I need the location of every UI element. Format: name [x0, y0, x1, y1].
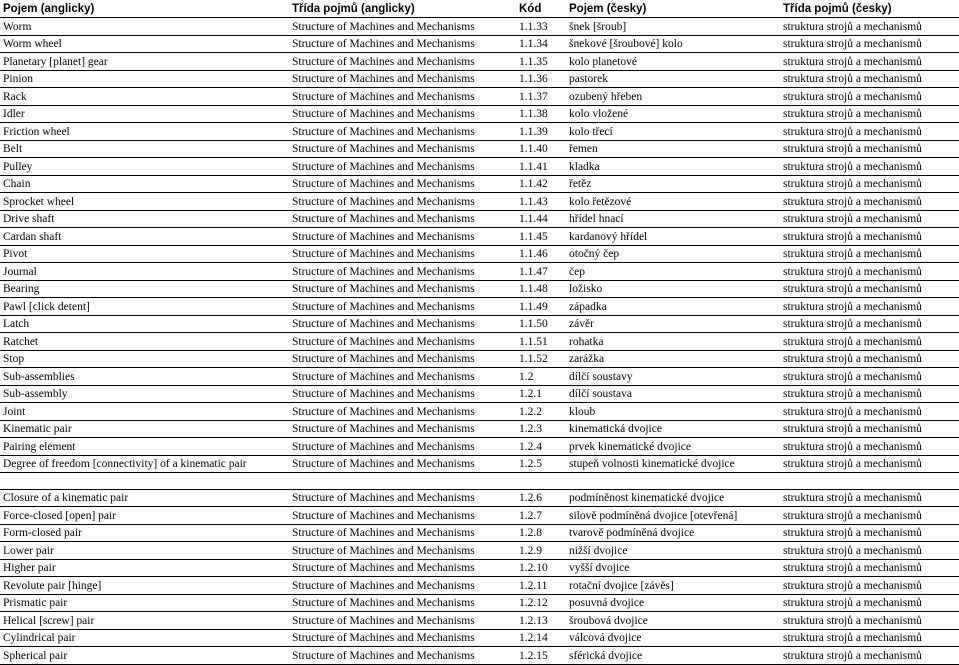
- code-cell: 1.2.7: [516, 507, 566, 525]
- class-en-cell: Structure of Machines and Mechanisms: [289, 210, 516, 228]
- table-row: [0, 70, 959, 88]
- code-cell: 1.2.2: [516, 403, 566, 421]
- table-row: [0, 140, 959, 158]
- table-row: [0, 315, 959, 333]
- class-cz-cell: struktura strojů a mechanismů: [780, 105, 959, 123]
- term-cz-cell: šnekové [šroubové] kolo: [566, 35, 780, 53]
- term-en-cell: Drive shaft: [0, 210, 289, 228]
- class-en-cell: Structure of Machines and Mechanisms: [289, 35, 516, 53]
- class-en-cell: Structure of Machines and Mechanisms: [289, 612, 516, 630]
- class-en-cell: Structure of Machines and Mechanisms: [289, 333, 516, 351]
- term-en-cell: Belt: [0, 140, 289, 158]
- term-en-cell: Joint: [0, 403, 289, 421]
- code-cell: 1.2: [516, 368, 566, 386]
- class-en-cell: Structure of Machines and Mechanisms: [289, 280, 516, 298]
- class-en-cell: Structure of Machines and Mechanisms: [289, 629, 516, 647]
- term-en-cell: Cardan shaft: [0, 228, 289, 246]
- table-row: [0, 350, 959, 368]
- table-row: [0, 333, 959, 351]
- code-cell: 1.1.46: [516, 245, 566, 263]
- class-cz-cell: struktura strojů a mechanismů: [780, 385, 959, 403]
- term-en-cell: Worm: [0, 18, 289, 36]
- class-cz-cell: struktura strojů a mechanismů: [780, 18, 959, 36]
- table-row: [0, 88, 959, 106]
- class-en-cell: Structure of Machines and Mechanisms: [289, 18, 516, 36]
- code-cell: 1.2.8: [516, 524, 566, 542]
- term-en-cell: Sub-assembly: [0, 385, 289, 403]
- term-cz-cell: prvek kinematické dvojice: [566, 438, 780, 456]
- code-cell: 1.1.48: [516, 280, 566, 298]
- term-en-cell: Bearing: [0, 280, 289, 298]
- table-row: [0, 438, 959, 456]
- class-en-cell: Structure of Machines and Mechanisms: [289, 228, 516, 246]
- code-cell: 1.1.49: [516, 298, 566, 316]
- class-en-cell: Structure of Machines and Mechanisms: [289, 507, 516, 525]
- table-row: [0, 53, 959, 71]
- table-row: [0, 647, 959, 665]
- table-row: [0, 420, 959, 438]
- class-cz-cell: struktura strojů a mechanismů: [780, 193, 959, 211]
- term-cz-cell: silově podmíněná dvojice [otevřená]: [566, 507, 780, 525]
- term-cz-cell: kardanový hřídel: [566, 228, 780, 246]
- code-cell: 1.1.41: [516, 158, 566, 176]
- code-cell: 1.1.44: [516, 210, 566, 228]
- term-en-cell: Form-closed pair: [0, 524, 289, 542]
- term-en-cell: Pawl [click detent]: [0, 298, 289, 316]
- header-code: Kód: [516, 0, 566, 18]
- class-en-cell: Structure of Machines and Mechanisms: [289, 455, 516, 473]
- class-cz-cell: struktura strojů a mechanismů: [780, 647, 959, 665]
- table-row: [0, 35, 959, 53]
- term-en-cell: Prismatic pair: [0, 594, 289, 612]
- header-class-en: Třída pojmů (anglicky): [289, 0, 516, 18]
- table-row: [0, 18, 959, 36]
- header-class-cz: Třída pojmů (česky): [780, 0, 959, 18]
- table-row: [0, 298, 959, 316]
- code-cell: 1.1.38: [516, 105, 566, 123]
- class-cz-cell: struktura strojů a mechanismů: [780, 245, 959, 263]
- term-en-cell: Worm wheel: [0, 35, 289, 53]
- code-cell: 1.1.45: [516, 228, 566, 246]
- class-en-cell: Structure of Machines and Mechanisms: [289, 594, 516, 612]
- term-cz-cell: kolo vložené: [566, 105, 780, 123]
- code-cell: 1.1.51: [516, 333, 566, 351]
- table-row: [0, 175, 959, 193]
- table-row: [0, 559, 959, 577]
- class-cz-cell: struktura strojů a mechanismů: [780, 438, 959, 456]
- term-en-cell: Journal: [0, 263, 289, 281]
- class-cz-cell: struktura strojů a mechanismů: [780, 350, 959, 368]
- class-en-cell: Structure of Machines and Mechanisms: [289, 105, 516, 123]
- code-cell: 1.1.52: [516, 350, 566, 368]
- code-cell: 1.1.36: [516, 70, 566, 88]
- table-row: [0, 210, 959, 228]
- table-body: [0, 18, 959, 665]
- table-row: [0, 245, 959, 263]
- term-cz-cell: ložisko: [566, 280, 780, 298]
- term-en-cell: Closure of a kinematic pair: [0, 489, 289, 507]
- term-cz-cell: kolo řetězové: [566, 193, 780, 211]
- code-cell: 1.2.3: [516, 420, 566, 438]
- table-row: [0, 524, 959, 542]
- table-row: [0, 473, 959, 490]
- term-en-cell: Kinematic pair: [0, 420, 289, 438]
- term-en-cell: Force-closed [open] pair: [0, 507, 289, 525]
- term-cz-cell: čep: [566, 263, 780, 281]
- code-cell: 1.2.10: [516, 559, 566, 577]
- class-en-cell: Structure of Machines and Mechanisms: [289, 559, 516, 577]
- table-row: [0, 228, 959, 246]
- term-cz-cell: rohatka: [566, 333, 780, 351]
- class-cz-cell: struktura strojů a mechanismů: [780, 123, 959, 141]
- term-en-cell: [0, 473, 289, 490]
- term-cz-cell: kolo planetové: [566, 53, 780, 71]
- class-cz-cell: struktura strojů a mechanismů: [780, 210, 959, 228]
- term-cz-cell: tvarově podmíněná dvojice: [566, 524, 780, 542]
- code-cell: 1.2.1: [516, 385, 566, 403]
- table-row: [0, 105, 959, 123]
- class-cz-cell: struktura strojů a mechanismů: [780, 489, 959, 507]
- table-row: [0, 280, 959, 298]
- term-en-cell: Cylindrical pair: [0, 629, 289, 647]
- code-cell: 1.2.13: [516, 612, 566, 630]
- class-cz-cell: struktura strojů a mechanismů: [780, 158, 959, 176]
- class-en-cell: Structure of Machines and Mechanisms: [289, 350, 516, 368]
- class-cz-cell: struktura strojů a mechanismů: [780, 559, 959, 577]
- term-cz-cell: otočný čep: [566, 245, 780, 263]
- term-cz-cell: nižší dvojice: [566, 542, 780, 560]
- term-en-cell: Revolute pair [hinge]: [0, 577, 289, 595]
- code-cell: 1.2.6: [516, 489, 566, 507]
- class-cz-cell: struktura strojů a mechanismů: [780, 507, 959, 525]
- term-cz-cell: pastorek: [566, 70, 780, 88]
- class-en-cell: Structure of Machines and Mechanisms: [289, 53, 516, 71]
- table-row: [0, 507, 959, 525]
- class-cz-cell: struktura strojů a mechanismů: [780, 542, 959, 560]
- class-en-cell: Structure of Machines and Mechanisms: [289, 368, 516, 386]
- table-row: [0, 629, 959, 647]
- term-cz-cell: šnek [šroub]: [566, 18, 780, 36]
- class-cz-cell: struktura strojů a mechanismů: [780, 228, 959, 246]
- code-cell: 1.1.40: [516, 140, 566, 158]
- term-en-cell: Sprocket wheel: [0, 193, 289, 211]
- term-cz-cell: dílčí soustava: [566, 385, 780, 403]
- table-row: [0, 123, 959, 141]
- term-cz-cell: závěr: [566, 315, 780, 333]
- term-cz-cell: šroubová dvojice: [566, 612, 780, 630]
- code-cell: 1.1.35: [516, 53, 566, 71]
- table-header-row: [0, 0, 959, 18]
- code-cell: 1.1.43: [516, 193, 566, 211]
- class-en-cell: Structure of Machines and Mechanisms: [289, 193, 516, 211]
- class-cz-cell: struktura strojů a mechanismů: [780, 403, 959, 421]
- term-cz-cell: řemen: [566, 140, 780, 158]
- term-cz-cell: kloub: [566, 403, 780, 421]
- class-cz-cell: struktura strojů a mechanismů: [780, 140, 959, 158]
- term-cz-cell: kladka: [566, 158, 780, 176]
- table-row: [0, 612, 959, 630]
- term-cz-cell: kolo třecí: [566, 123, 780, 141]
- class-en-cell: Structure of Machines and Mechanisms: [289, 70, 516, 88]
- class-cz-cell: struktura strojů a mechanismů: [780, 629, 959, 647]
- class-en-cell: Structure of Machines and Mechanisms: [289, 489, 516, 507]
- table-row: [0, 263, 959, 281]
- term-cz-cell: [566, 473, 780, 490]
- class-en-cell: Structure of Machines and Mechanisms: [289, 158, 516, 176]
- code-cell: 1.1.37: [516, 88, 566, 106]
- term-cz-cell: vyšší dvojice: [566, 559, 780, 577]
- term-en-cell: Pivot: [0, 245, 289, 263]
- class-en-cell: Structure of Machines and Mechanisms: [289, 524, 516, 542]
- term-en-cell: Degree of freedom [connectivity] of a kinematic pair: [0, 455, 289, 473]
- code-cell: 1.2.9: [516, 542, 566, 560]
- term-en-cell: Spherical pair: [0, 647, 289, 665]
- term-cz-cell: dílčí soustavy: [566, 368, 780, 386]
- code-cell: 1.1.34: [516, 35, 566, 53]
- term-cz-cell: západka: [566, 298, 780, 316]
- table-row: [0, 403, 959, 421]
- class-cz-cell: struktura strojů a mechanismů: [780, 280, 959, 298]
- term-cz-cell: řetěz: [566, 175, 780, 193]
- term-en-cell: Ratchet: [0, 333, 289, 351]
- term-cz-cell: zarážka: [566, 350, 780, 368]
- class-cz-cell: struktura strojů a mechanismů: [780, 420, 959, 438]
- code-cell: 1.1.33: [516, 18, 566, 36]
- term-cz-cell: posuvná dvojice: [566, 594, 780, 612]
- code-cell: [516, 473, 566, 490]
- term-en-cell: Latch: [0, 315, 289, 333]
- table-row: [0, 368, 959, 386]
- term-en-cell: Stop: [0, 350, 289, 368]
- code-cell: 1.2.4: [516, 438, 566, 456]
- code-cell: 1.2.11: [516, 577, 566, 595]
- term-en-cell: Friction wheel: [0, 123, 289, 141]
- class-cz-cell: struktura strojů a mechanismů: [780, 175, 959, 193]
- table-row: [0, 577, 959, 595]
- term-cz-cell: hřídel hnací: [566, 210, 780, 228]
- class-en-cell: Structure of Machines and Mechanisms: [289, 123, 516, 141]
- term-cz-cell: stupeň volnosti kinematické dvojice: [566, 455, 780, 473]
- class-en-cell: Structure of Machines and Mechanisms: [289, 403, 516, 421]
- class-en-cell: Structure of Machines and Mechanisms: [289, 385, 516, 403]
- class-en-cell: Structure of Machines and Mechanisms: [289, 175, 516, 193]
- code-cell: 1.1.39: [516, 123, 566, 141]
- class-en-cell: Structure of Machines and Mechanisms: [289, 577, 516, 595]
- class-en-cell: Structure of Machines and Mechanisms: [289, 315, 516, 333]
- class-cz-cell: struktura strojů a mechanismů: [780, 455, 959, 473]
- term-en-cell: Rack: [0, 88, 289, 106]
- table-row: [0, 455, 959, 473]
- class-en-cell: Structure of Machines and Mechanisms: [289, 438, 516, 456]
- class-en-cell: Structure of Machines and Mechanisms: [289, 647, 516, 665]
- class-en-cell: Structure of Machines and Mechanisms: [289, 140, 516, 158]
- table-row: [0, 158, 959, 176]
- class-en-cell: Structure of Machines and Mechanisms: [289, 420, 516, 438]
- class-en-cell: Structure of Machines and Mechanisms: [289, 263, 516, 281]
- term-en-cell: Planetary [planet] gear: [0, 53, 289, 71]
- term-en-cell: Idler: [0, 105, 289, 123]
- table-row: [0, 385, 959, 403]
- class-cz-cell: struktura strojů a mechanismů: [780, 368, 959, 386]
- table-row: [0, 594, 959, 612]
- class-cz-cell: struktura strojů a mechanismů: [780, 35, 959, 53]
- term-cz-cell: válcová dvojice: [566, 629, 780, 647]
- class-en-cell: Structure of Machines and Mechanisms: [289, 245, 516, 263]
- term-cz-cell: rotační dvojice [závěs]: [566, 577, 780, 595]
- header-term-en: Pojem (anglicky): [0, 0, 289, 18]
- code-cell: 1.1.42: [516, 175, 566, 193]
- code-cell: 1.2.15: [516, 647, 566, 665]
- term-en-cell: Lower pair: [0, 542, 289, 560]
- class-cz-cell: struktura strojů a mechanismů: [780, 594, 959, 612]
- class-cz-cell: struktura strojů a mechanismů: [780, 612, 959, 630]
- table-row: [0, 542, 959, 560]
- class-cz-cell: struktura strojů a mechanismů: [780, 263, 959, 281]
- code-cell: 1.1.50: [516, 315, 566, 333]
- class-en-cell: Structure of Machines and Mechanisms: [289, 88, 516, 106]
- term-cz-cell: podmíněnost kinematické dvojice: [566, 489, 780, 507]
- class-cz-cell: struktura strojů a mechanismů: [780, 298, 959, 316]
- code-cell: 1.2.5: [516, 455, 566, 473]
- table-row: [0, 193, 959, 211]
- term-en-cell: Pulley: [0, 158, 289, 176]
- term-cz-cell: sférická dvojice: [566, 647, 780, 665]
- class-en-cell: [289, 473, 516, 490]
- term-en-cell: Chain: [0, 175, 289, 193]
- class-cz-cell: struktura strojů a mechanismů: [780, 333, 959, 351]
- term-cz-cell: kinematická dvojice: [566, 420, 780, 438]
- class-cz-cell: struktura strojů a mechanismů: [780, 53, 959, 71]
- term-en-cell: Helical [screw] pair: [0, 612, 289, 630]
- code-cell: 1.1.47: [516, 263, 566, 281]
- term-en-cell: Pinion: [0, 70, 289, 88]
- class-en-cell: Structure of Machines and Mechanisms: [289, 542, 516, 560]
- class-cz-cell: struktura strojů a mechanismů: [780, 577, 959, 595]
- code-cell: 1.2.14: [516, 629, 566, 647]
- code-cell: 1.2.12: [516, 594, 566, 612]
- class-cz-cell: [780, 473, 959, 490]
- term-cz-cell: ozubený hřeben: [566, 88, 780, 106]
- table-row: [0, 489, 959, 507]
- class-en-cell: Structure of Machines and Mechanisms: [289, 298, 516, 316]
- class-cz-cell: struktura strojů a mechanismů: [780, 88, 959, 106]
- term-en-cell: Pairing element: [0, 438, 289, 456]
- header-term-cz: Pojem (česky): [566, 0, 780, 18]
- term-en-cell: Higher pair: [0, 559, 289, 577]
- class-cz-cell: struktura strojů a mechanismů: [780, 70, 959, 88]
- class-cz-cell: struktura strojů a mechanismů: [780, 315, 959, 333]
- term-en-cell: Sub-assemblies: [0, 368, 289, 386]
- class-cz-cell: struktura strojů a mechanismů: [780, 524, 959, 542]
